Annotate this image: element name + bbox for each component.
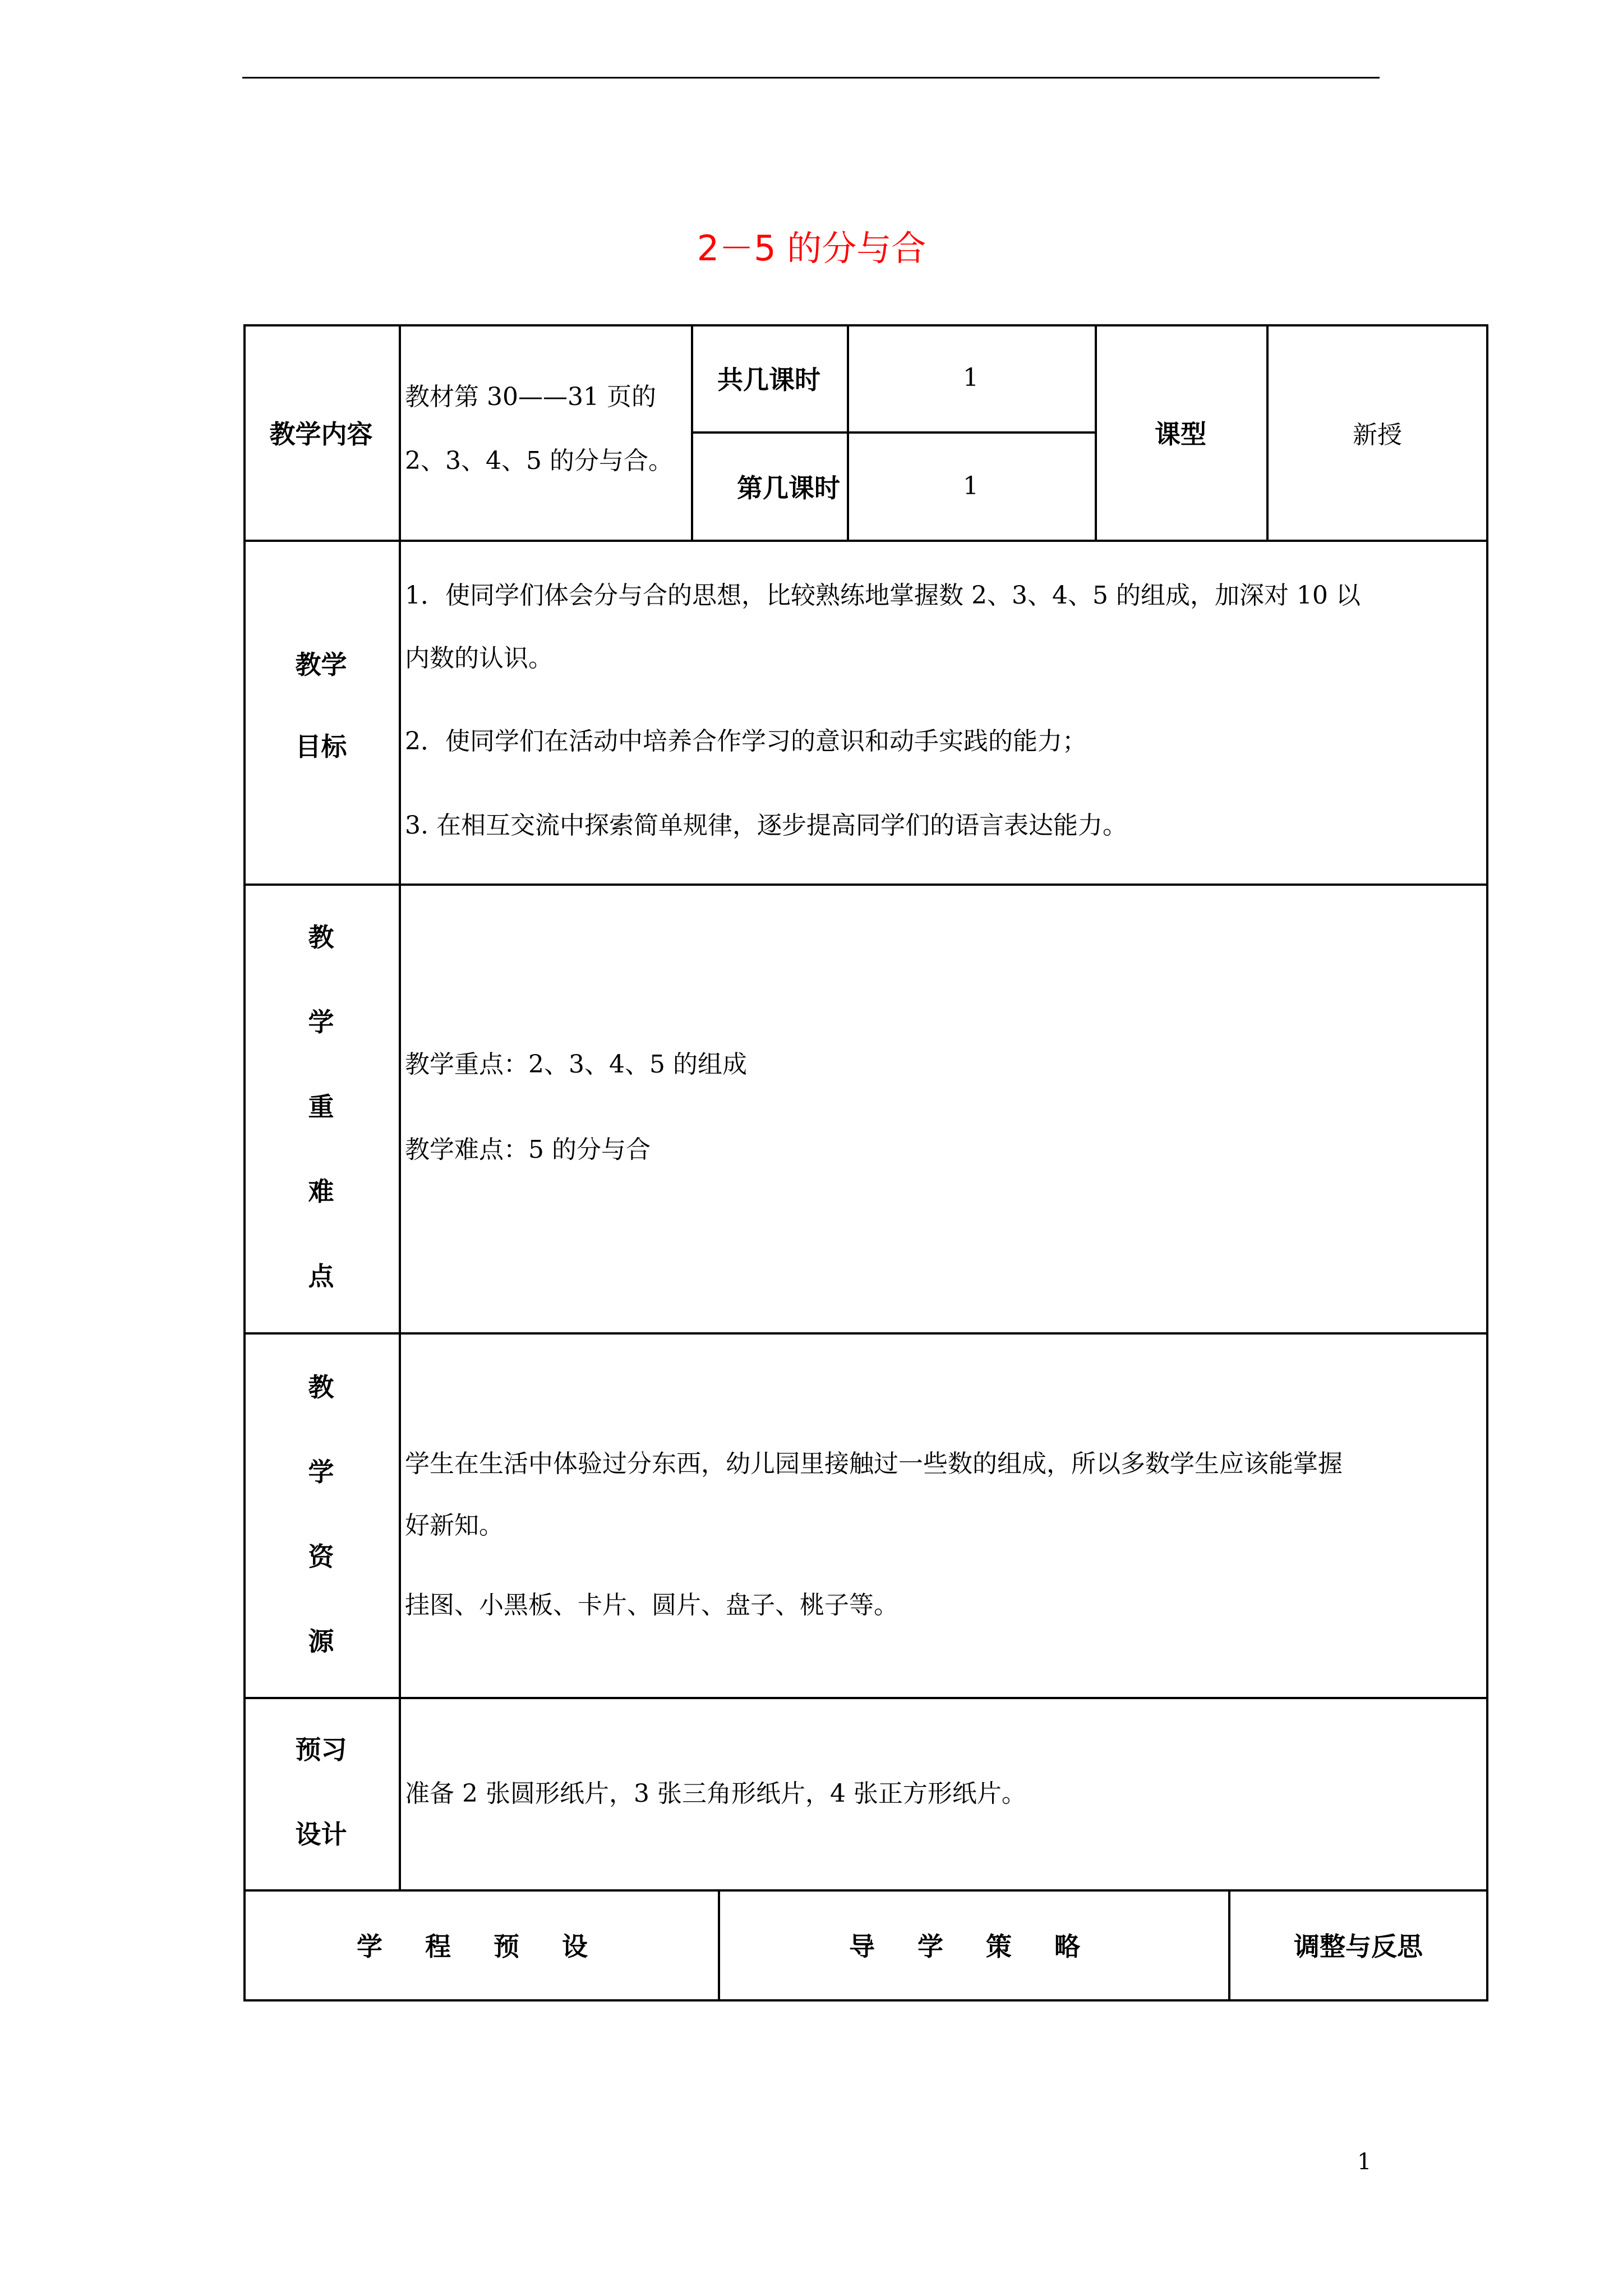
difficult-point: 教学难点：5 的分与合 (405, 1135, 651, 1164)
total-periods-value: 1 (963, 364, 979, 392)
keypoints-label-char: 教 (308, 922, 334, 953)
keypoints-label-char: 难 (308, 1176, 334, 1207)
goals-label-line2: 目标 (295, 731, 347, 762)
document-title: 2－5 的分与合 (697, 228, 926, 269)
goals-label-line1: 教学 (295, 650, 347, 680)
page-number: 1 (1357, 2149, 1372, 2175)
resources-label-char: 源 (308, 1626, 334, 1657)
lesson-type-value: 新授 (1353, 421, 1402, 449)
goal-item-2: 2．使同学们在活动中培养合作学习的意识和动手实践的能力； (405, 727, 1087, 756)
total-periods-label: 共几课时 (717, 364, 820, 395)
keypoints-label-char: 点 (308, 1261, 334, 1291)
keypoints-label-char: 重 (308, 1092, 334, 1122)
table-rule (399, 324, 401, 1890)
table-rule (243, 1332, 1488, 1335)
resources-line2: 好新知。 (405, 1511, 504, 1540)
goal-item-3: 3. 在相互交流中探索简单规律，逐步提高同学们的语言表达能力。 (405, 811, 1127, 840)
lesson-plan-table (243, 324, 1488, 2007)
resources-label-char: 学 (308, 1457, 334, 1487)
guidance-strategy-header: 导 学 策 略 (849, 1931, 1098, 1962)
table-rule (1486, 324, 1488, 2001)
resources-label (243, 1372, 399, 1657)
keypoints-label-char: 学 (308, 1007, 334, 1037)
goals-label (243, 652, 399, 760)
resources-label-char: 资 (308, 1542, 334, 1572)
period-number-label: 第几课时 (737, 472, 840, 503)
keypoints-label (243, 924, 399, 1289)
teaching-content-line2: 2、3、4、5 的分与合。 (405, 447, 673, 475)
resources-line1: 学生在生活中体验过分东西，幼儿园里接触过一些数的组成，所以多数学生应该能掌握 (405, 1450, 1343, 1478)
lesson-type-label: 课型 (1155, 419, 1206, 449)
preview-label-line2: 设计 (295, 1819, 347, 1849)
preview-content: 准备 2 张圆形纸片，3 张三角形纸片，4 张正方形纸片。 (405, 1779, 1026, 1808)
goal-item-1-line2: 内数的认识。 (405, 644, 553, 673)
key-point: 教学重点：2、3、4、5 的组成 (405, 1050, 747, 1079)
teaching-content-line1: 教材第 30——31 页的 (405, 383, 656, 411)
teaching-content-label: 教学内容 (269, 419, 373, 449)
preview-label (243, 1734, 399, 1849)
resources-label-char: 教 (308, 1372, 334, 1402)
goal-item-1-line1: 1．使同学们体会分与合的思想，比较熟练地掌握数 2、3、4、5 的组成，加深对 10 以 (405, 581, 1361, 610)
preview-label-line1: 预习 (295, 1734, 347, 1765)
table-rule (243, 1697, 1488, 1699)
period-number-value: 1 (963, 472, 979, 500)
table-rule (243, 884, 1488, 886)
learning-process-header: 学 程 预 设 (356, 1931, 605, 1962)
adjustment-reflection-header: 调整与反思 (1294, 1931, 1423, 1962)
header-rule (242, 77, 1380, 79)
resources-line3: 挂图、小黑板、卡片、圆片、盘子、桃子等。 (405, 1591, 898, 1619)
